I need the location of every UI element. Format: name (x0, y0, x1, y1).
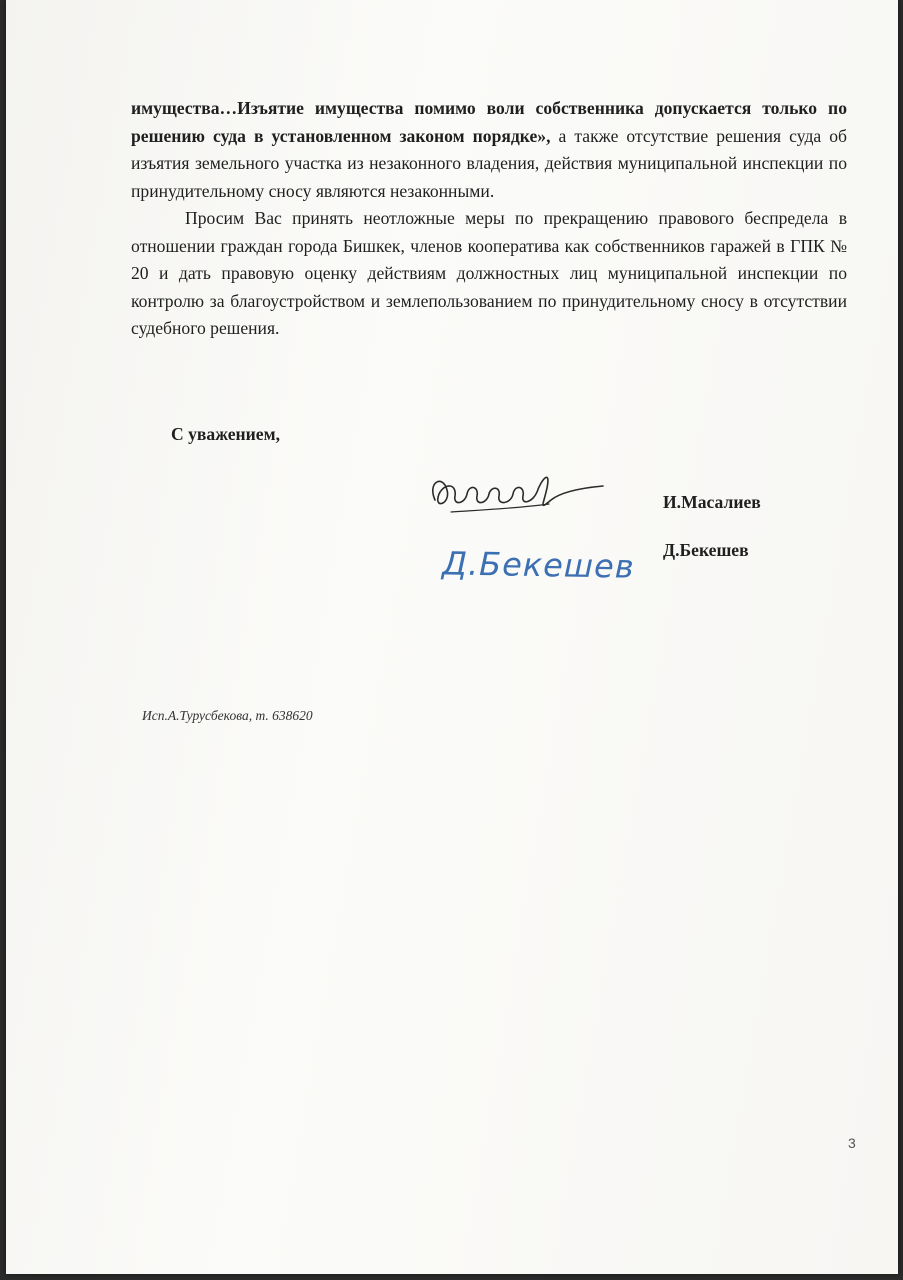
executor-note: Исп.А.Турусбекова, т. 638620 (142, 708, 313, 723)
signature-bekeshev-handwritten: Д.Бекешев (441, 544, 635, 586)
signature-masaliev-icon (421, 460, 621, 525)
signer-name-1: И.Масалиев (663, 492, 761, 512)
paragraph-1-text: а также отсутствие решения суда об изъятия земельного участка из незаконного владения, действия муниципальной инспекции по принудительному сносу являются незаконными. (131, 125, 847, 201)
document-page (6, 0, 898, 1274)
closing-salutation: С уважением, (171, 424, 280, 444)
letter-body (131, 95, 847, 343)
paragraph-2: Просим Вас принять неотложные меры по прекращению правового беспредела в отношении граждан города Бишкек, членов кооператива как собственников гаражей в ГПК № 20 и дать правовую оценку действиям должностных лиц муниципальной инспекции по контролю за благоустройством и землепользованием по принудительному сносу в отсутствии судебного решения. (131, 208, 847, 338)
paragraph-1 (131, 95, 847, 205)
page-number: 3 (848, 1135, 856, 1151)
paragraph-1-bold-quote: имущества…Изъятие имущества помимо воли собственника допускается только по решению суда в установленном законом порядке», (131, 98, 847, 146)
signer-name-2: Д.Бекешев (663, 540, 749, 560)
